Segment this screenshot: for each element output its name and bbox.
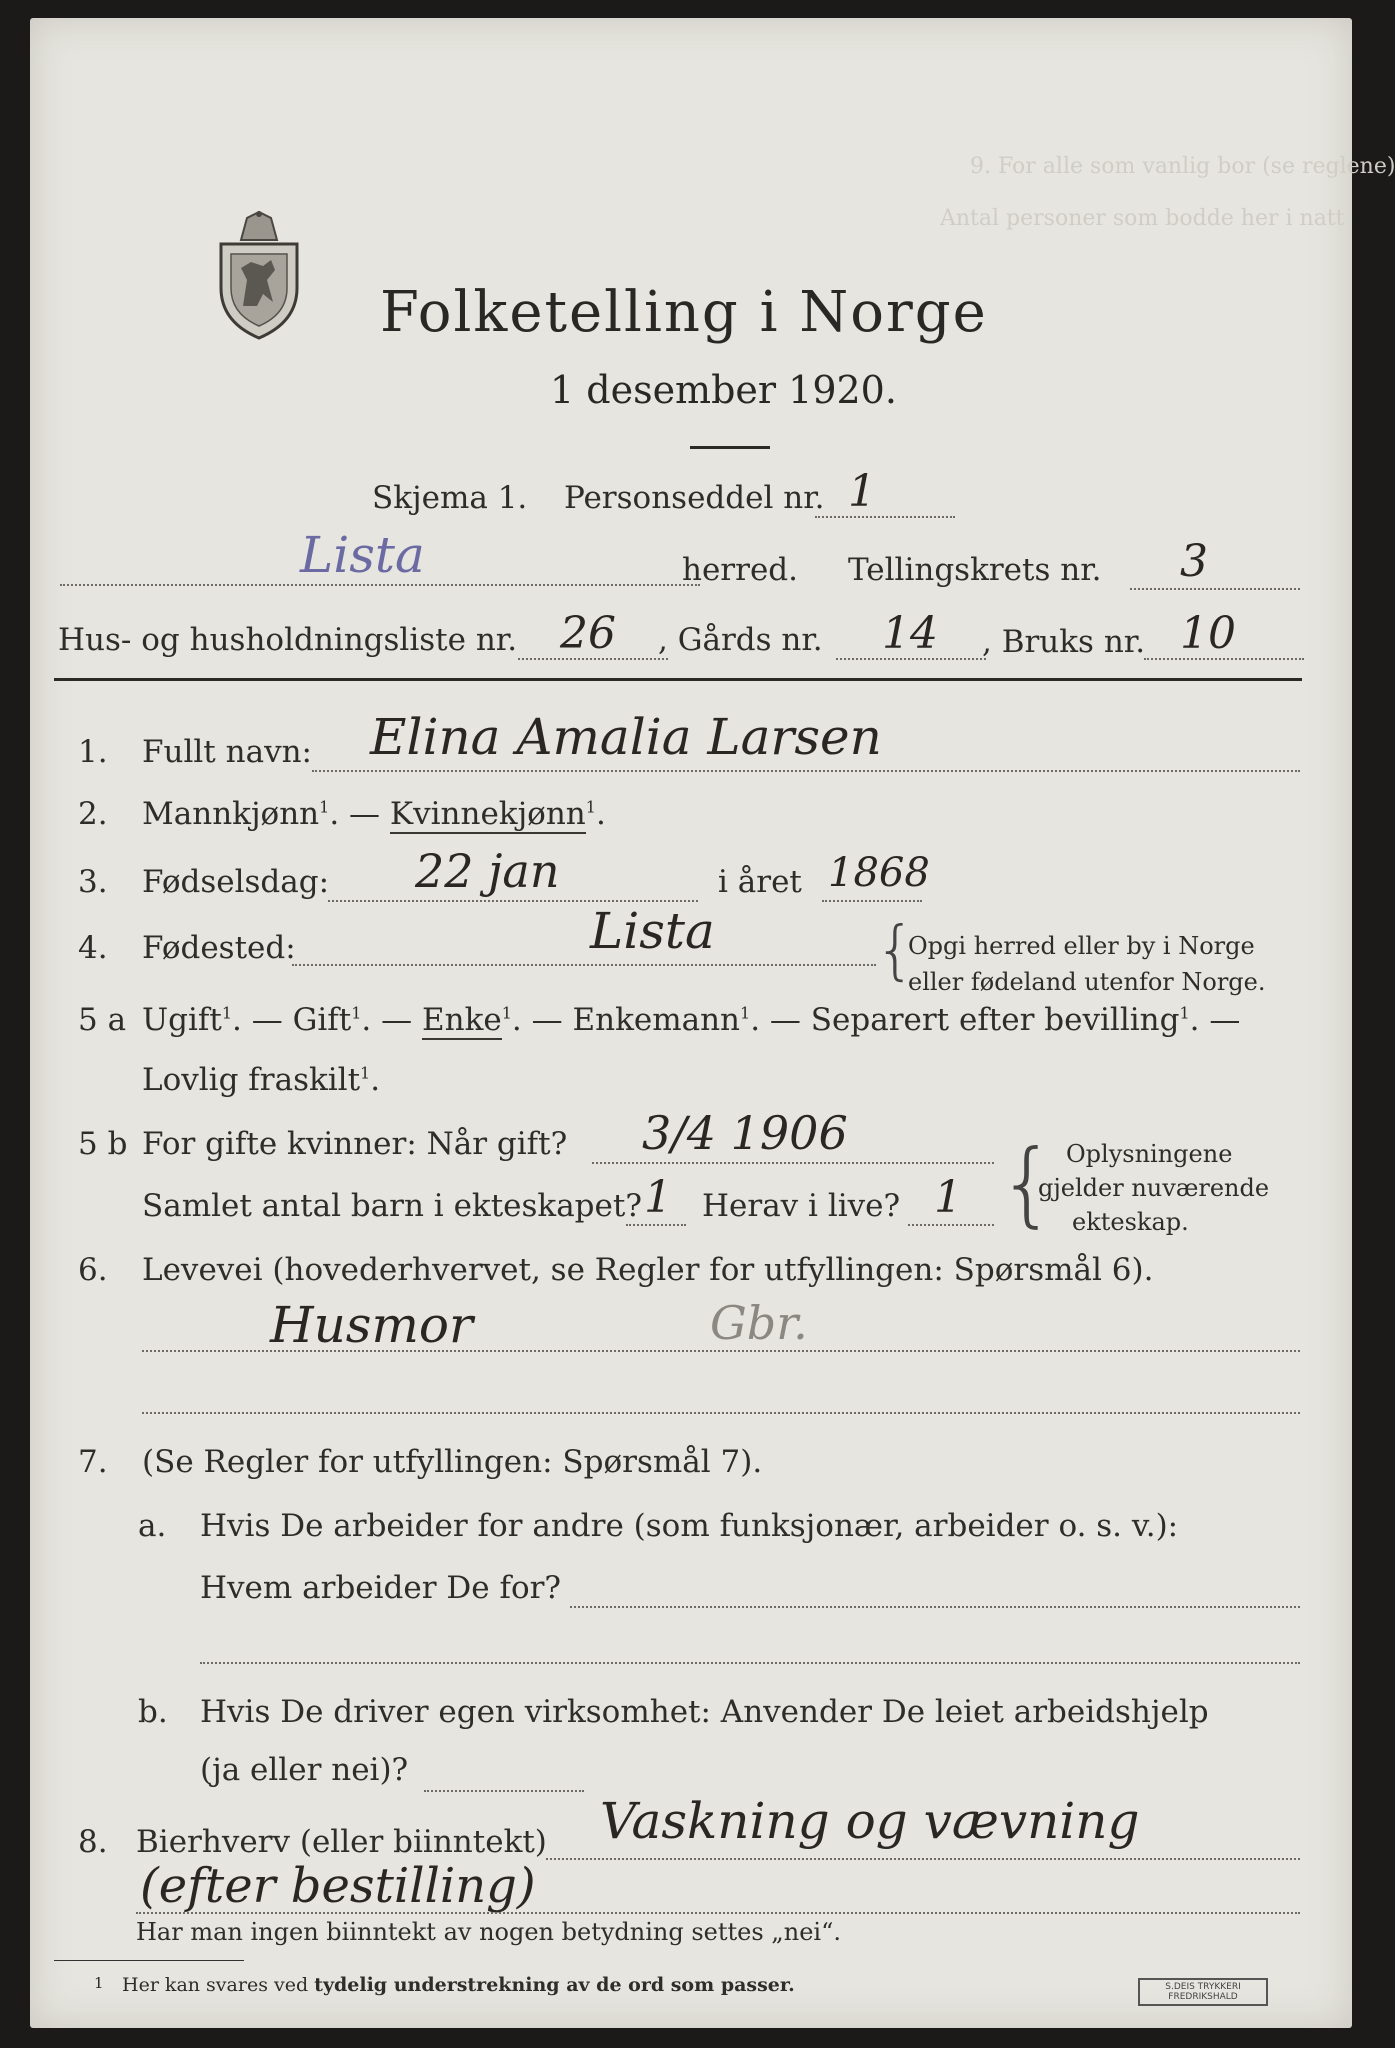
q5b-live-label: Herav i live?	[702, 1188, 901, 1224]
q4-line	[292, 964, 876, 966]
q4-note-2: eller fødeland utenfor Norge.	[908, 968, 1266, 996]
q7-label: (Se Regler for utfyllingen: Spørsmål 7).	[142, 1444, 763, 1480]
q5b-live-value: 1	[934, 1172, 962, 1223]
q8-value-1: Vaskning og vævning	[600, 1792, 1140, 1850]
q3-aar-line	[822, 900, 922, 902]
q7b-line	[424, 1790, 584, 1792]
q8-line-2	[136, 1912, 1300, 1914]
q3-aar-value: 1868	[828, 850, 930, 896]
q5b-number: 5 b	[78, 1126, 128, 1162]
q5a-enke-selected: Enke	[421, 1002, 502, 1038]
q6-line-1	[142, 1350, 1300, 1352]
q2-number: 2.	[78, 796, 108, 832]
q6-value: Husmor	[270, 1296, 473, 1354]
q3-value: 22 jan	[415, 844, 560, 898]
q8-line-1	[546, 1858, 1300, 1860]
printer-stamp: S.DEIS TRYKKERI FREDRIKSHALD	[1138, 1978, 1268, 2006]
footnote-number: 1	[94, 1974, 104, 1992]
footnote-divider	[54, 1960, 244, 1961]
personseddel-line	[815, 516, 955, 518]
q7a-number: a.	[138, 1508, 167, 1544]
q3-aar-label: i året	[718, 864, 802, 900]
q7a-line-2	[200, 1662, 1300, 1664]
gards-value: 14	[882, 608, 938, 659]
q5b-note-3: ekteskap.	[1072, 1208, 1189, 1236]
census-form	[30, 18, 1395, 2028]
herred-value: Lista	[300, 526, 425, 584]
footnote-text: Her kan svares ved tydelig understrekning av de ord som passer.	[122, 1974, 795, 1996]
bruks-label: , Bruks nr.	[982, 624, 1146, 660]
form-title: Folketelling i Norge	[380, 280, 988, 345]
q1-label: Fullt navn:	[142, 734, 312, 770]
q7a-line-1	[570, 1606, 1300, 1608]
q8-value-2: (efter bestilling)	[140, 1858, 536, 1914]
q5b-barn-value: 1	[644, 1172, 672, 1223]
personseddel-value: 1	[848, 466, 876, 517]
q8-note: Har man ingen biinntekt av nogen betydning settes „nei“.	[136, 1918, 841, 1946]
q8-number: 8.	[78, 1824, 108, 1860]
q5a-fraskilt: Lovlig fraskilt$^1$.	[142, 1062, 381, 1098]
q6-coder-mark: Gbr.	[710, 1296, 808, 1350]
q1-number: 1.	[78, 734, 108, 770]
q2-mann: Mannkjønn	[142, 796, 320, 832]
q7b-label: Hvis De driver egen virksomhet: Anvender De leiet arbeidshjelp	[200, 1694, 1209, 1730]
q2-kvinne: Kvinnekjønn	[389, 796, 586, 832]
q5b-brace: {	[998, 1130, 1057, 1237]
q7-number: 7.	[78, 1444, 108, 1480]
personseddel-label: Personseddel nr.	[564, 480, 825, 516]
tellingskrets-label: Tellingskrets nr.	[848, 552, 1102, 588]
tellingskrets-value: 3	[1180, 536, 1208, 587]
q5b-note-1: Oplysningene	[1066, 1140, 1233, 1168]
norway-coat-of-arms-icon	[213, 210, 305, 340]
hus-label: Hus- og husholdningsliste nr.	[58, 622, 518, 658]
gards-label: , Gårds nr.	[658, 622, 823, 658]
q4-value: Lista	[590, 902, 715, 960]
q4-number: 4.	[78, 930, 108, 966]
q7b-question: (ja eller nei)?	[200, 1752, 409, 1788]
bruks-value: 10	[1180, 608, 1236, 659]
q6-number: 6.	[78, 1252, 108, 1288]
q5b-line	[592, 1162, 994, 1164]
q5a-number: 5 a	[78, 1002, 127, 1038]
q7b-number: b.	[138, 1694, 168, 1730]
q5b-barn-line	[626, 1224, 686, 1226]
q7a-label: Hvis De arbeider for andre (som funksjonær, arbeider o. s. v.):	[200, 1508, 1179, 1544]
q1-line	[312, 770, 1300, 772]
herred-line	[60, 584, 700, 586]
q6-line-2	[142, 1412, 1300, 1414]
title-divider	[690, 446, 770, 449]
q1-value: Elina Amalia Larsen	[370, 708, 882, 766]
q3-label: Fødselsdag:	[142, 864, 330, 900]
bleed-through-text: 9. For alle som vanlig bor (se reglene)	[970, 154, 1395, 179]
q5b-live-line	[908, 1224, 994, 1226]
q4-note-1: Opgi herred eller by i Norge	[908, 932, 1255, 960]
form-date: 1 desember 1920.	[550, 368, 897, 412]
q4-label: Fødested:	[142, 930, 296, 966]
q5a-options: Ugift$^1$. — Gift$^1$. — Enke$^1$. — Enkemann$^1$. — Separert efter bevilling$^1$. —	[142, 1002, 1241, 1038]
q5b-barn-label: Samlet antal barn i ekteskapet?	[142, 1188, 642, 1224]
skjema-label: Skjema 1.	[372, 480, 528, 516]
q5b-note-2: gjelder nuværende	[1038, 1174, 1270, 1202]
q8-label: Bierhverv (eller biinntekt)	[136, 1824, 547, 1860]
tellingskrets-line	[1130, 588, 1300, 590]
q4-brace: {	[875, 914, 916, 988]
q6-label: Levevei (hovederhvervet, se Regler for utfyllingen: Spørsmål 6).	[142, 1252, 1154, 1288]
q3-number: 3.	[78, 864, 108, 900]
q2-text: Mannkjønn$^1$. — Kvinnekjønn$^1$.	[142, 796, 606, 832]
q5b-label: For gifte kvinner: Når gift?	[142, 1126, 568, 1162]
section-divider	[54, 678, 1302, 681]
hus-value: 26	[560, 608, 616, 659]
q5b-value: 3/4 1906	[642, 1106, 848, 1160]
bleed-through-text: Antal personer som bodde her i natt	[940, 206, 1345, 231]
q7a-question: Hvem arbeider De for?	[200, 1570, 562, 1606]
herred-label: herred.	[682, 552, 798, 588]
